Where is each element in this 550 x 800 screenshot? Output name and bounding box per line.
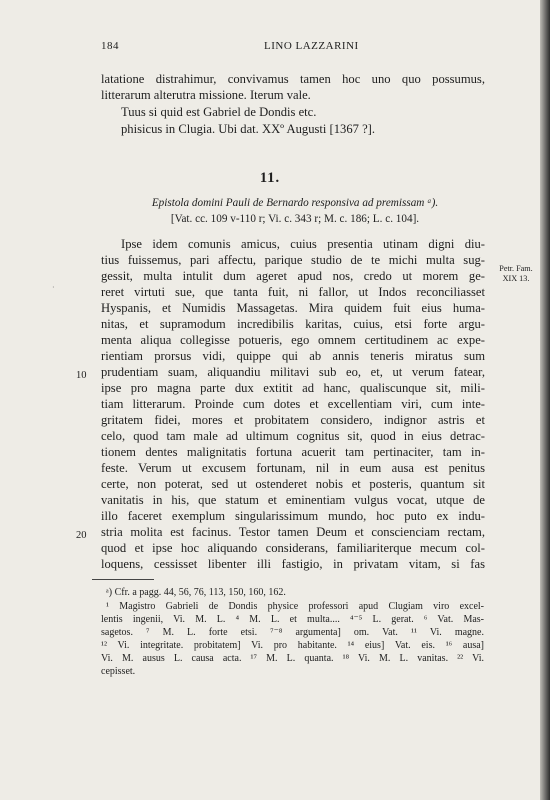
- body-line: gritatem fidei, mores et probitatem considero, indignor astris et: [101, 413, 485, 427]
- footnote-line: lentis ingenii, Vi. M. L. ⁴ M. L. et multa.... ⁴⁻⁵ L. gerat. ⁶ Vat. Mas-: [101, 614, 484, 625]
- section-number: 11.: [259, 170, 281, 186]
- body-line: stria molita est facinus. Testor tamen Deum et conscienciam rectam,: [101, 525, 485, 539]
- body-line: certe, non poterat, sed ut ostenderet nobis et posteris, quantum sit: [101, 477, 485, 491]
- text-line: litterarum alterutra missione. Iterum vale.: [101, 88, 311, 102]
- body-line: Ipse idem comunis amicus, cuius presentia utinam digni diu-: [121, 237, 485, 251]
- body-line: nitas, et supramodum incredibilis karitas, cuius, etsi forte argu-: [101, 317, 485, 331]
- body-line: menta aliqua collegisse potueris, ego omnem certitudinem ac expe-: [101, 333, 485, 347]
- body-line: prudentiam suam, aliquandiu militavi sub eo, et, ut verum fatear,: [101, 365, 485, 379]
- body-line: feste. Verum ut excusem fortunam, nil in eum ausa est penitus: [101, 461, 485, 475]
- body-line: Hyspanis, et Numidis Massagetas. Mira quidem fuit eius huma-: [101, 301, 485, 315]
- body-line: celo, quod tam male ad ultimum cognitus sit, quod in eius detrac-: [101, 429, 485, 443]
- body-line: tius fuissemus, pari affectu, parique studio de te michi multa sug-: [101, 253, 485, 267]
- running-head: LINO LAZZARINI: [264, 40, 359, 52]
- page-number: 184: [101, 40, 119, 52]
- footnote-line: ¹² Vi. integritate. probitatem] Vi. pro habitante. ¹⁴ eius] Vat. eis. ¹⁶ ausa]: [101, 640, 484, 651]
- margin-reference-line: Petr. Fam.: [499, 264, 533, 273]
- body-line: ipse pro magna parte dux extitit ad hanc, qualiscunque sit, mili-: [101, 381, 485, 395]
- signature-line: Tuus si quid est Gabriel de Dondis etc.: [121, 105, 317, 119]
- letter-title: Epistola domini Pauli de Bernardo responsiva ad premissam ᵃ).: [151, 197, 439, 209]
- line-number-10: 10: [76, 370, 87, 381]
- stray-mark: ·: [52, 283, 55, 292]
- body-line: tiam litterarum. Proinde cum dotes et excellentiam viri, cum inte-: [101, 397, 485, 411]
- footnote-line: ¹ Magistro Gabrieli de Dondis physice professori apud Clugiam viro excel-: [106, 601, 484, 612]
- line-number-20: 20: [76, 530, 87, 541]
- margin-reference: [493, 264, 539, 284]
- footnote-line: Vi. M. ausus L. causa acta. ¹⁷ M. L. quanta. ¹⁸ Vi. M. L. vanitas. ²² Vi.: [101, 653, 484, 664]
- body-line: loquens, cessisset libenter illi fastigio, in privatam vitam, si fas: [101, 557, 485, 571]
- body-line: tionem dentes malignitatis fortuna acuerit tam pertinaciter, tam in-: [101, 445, 485, 459]
- dateline: phisicus in Clugia. Ubi dat. XXº Augusti [1367 ?].: [121, 122, 376, 136]
- body-line: gessit, multa intulit dum ageret apud nos, credo ut morem ge-: [101, 269, 485, 283]
- body-line: quod et ipse hoc aliquando considerans, familiariterque mecum col-: [101, 541, 485, 555]
- body-line: reret virtuti sue, que tanta fuit, ni fallor, ut Indos reconciliasset: [101, 285, 485, 299]
- footnote-line: cepisset.: [101, 666, 136, 677]
- text-line: latatione distrahimur, convivamus tamen hoc uno quo possumus,: [101, 72, 485, 86]
- body-line: illo faceret exemplum singularissimum mundo, hoc puto ex indu-: [101, 509, 485, 523]
- footnote-line: ᵃ) Cfr. a pagg. 44, 56, 76, 113, 150, 160, 162.: [106, 587, 286, 598]
- page-edge-shadow: [540, 0, 550, 800]
- body-line: rientiam prorsus vidi, quippe qui ab annis teneris miratus sum: [101, 349, 485, 363]
- footnote-rule: [92, 579, 154, 580]
- manuscript-sources: [Vat. cc. 109 v-110 r; Vi. c. 343 r; M. c. 186; L. c. 104].: [170, 213, 420, 225]
- margin-reference-line: XIX 13.: [502, 274, 530, 283]
- body-line: vanitatis in his, que statum et eminentiam vulgus vocat, utque de: [101, 493, 485, 507]
- footnote-line: sagetos. ⁷ M. L. forte etsi. ⁷⁻⁸ argumenta] om. Vat. ¹¹ Vi. magne.: [101, 627, 484, 638]
